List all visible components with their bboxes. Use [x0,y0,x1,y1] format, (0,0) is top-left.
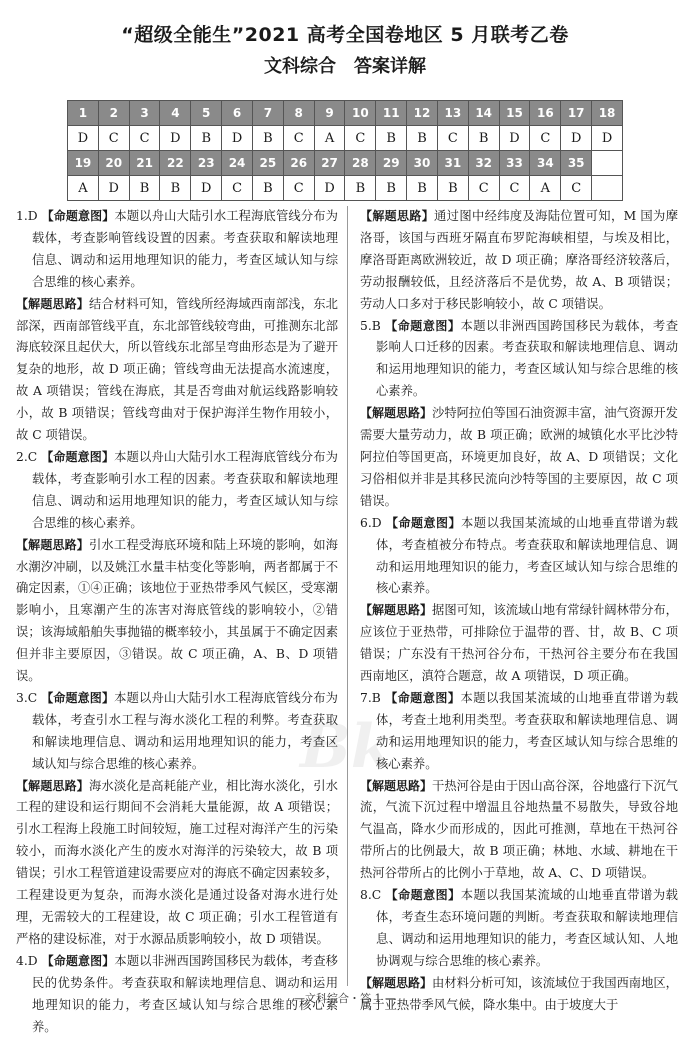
question-7 [360,688,678,776]
solution-text: 结合材料可知，管线所经海域西南部浅，东北部深，西南部管线平直，东北部管线较弯曲，可推测东北部海底较深且起伏大，所以管线东北部呈弯曲形态是为了避开复杂的地形，故 D 项正确；管线弯曲无法提高水流速度，故 A 项错误；管线在海底，其是否弯曲对航运线路影响较小，故 B 项错误；管线弯曲对于保护海洋生物作用较小，故 C 项错误。 [16,296,338,443]
solution-text: 海水淡化是高耗能产业，相比海水淡化，引水工程的建设和运行期间不会消耗大量能源，故 A 项错误；引水工程海上段施工时间较短，施工过程对海洋产生的污染较小，而海水淡化产生的废水对海洋的污染较大，故 B 项错误；引水工程管道建设需要应对的海底不确定因素较多，工程建设更为复杂，而海水淡化是通过设备对海水进行处理，无需较大的工程建设，故 C 项正确；引水工程管道有严格的建设标准，对于水源品质影响较小，故 D 项错误。 [16,778,338,946]
question-number-cell: 32 [468,151,499,176]
answer-cell: B [376,126,407,151]
answer-cell: B [252,176,283,201]
question-number-cell: 35 [561,151,592,176]
question-number-cell: 12 [407,101,438,126]
question-number-cell: 34 [530,151,561,176]
question-number-cell: 18 [592,101,623,126]
answer-cell: D [592,126,623,151]
answer-cell: B [129,176,160,201]
answer-cell: B [252,126,283,151]
table-row [68,126,623,151]
question-number: 4.D [16,953,38,968]
page-title: “超级全能生”2021 高考全国卷地区 5 月联考乙卷 [121,24,569,46]
solution-label: 【解题思路】 [360,975,433,990]
answer-cell: A [68,176,99,201]
answer-cell: D [561,126,592,151]
question-number-cell: 10 [345,101,376,126]
intent-text: 本题以舟山大陆引水工程海底管线分布为载体，考查影响管线设置的因素。考查获取和解读地理信息、调动和运用地理知识的能力，考查区域认知与综合思维的核心素养。 [32,209,338,289]
intent-text: 本题以非洲西国跨国移民为载体，考查移民的优势条件。考查获取和解读地理信息、调动和运用地理知识的能力，考查区域认知与综合思维的核心素养。 [32,953,338,1034]
question-number-cell: 23 [191,151,222,176]
answer-cell: B [407,126,438,151]
answer-cell: C [283,126,314,151]
answer-cell: C [283,176,314,201]
question-number: 2.C [16,449,38,464]
question-number-cell: 19 [68,151,99,176]
question-number-cell: 7 [252,101,283,126]
solution-text: 干热河谷是由于因山高谷深，谷地盛行下沉气流，气流下沉过程中增温且谷地热量不易散失，导致谷地气温高，降水少而形成的，因此可推测，草地在干热河谷带所占的比例最大，故 B 项正确；林地、水域、耕地在干热河谷带所占的比例小于草地，故 A、C、D 项错误。 [360,778,678,881]
solution-text: 引水工程受海底环境和陆上环境的影响，如海水潮汐冲刷，以及姚江水量丰枯变化等影响，两者都属于不确定因素，①④正确；该地位于亚热带季风气候区，受寒潮影响小，且寒潮产生的冻害对海底管线的影响较小，②错误；该海域船舶失事抛锚的概率较小，其虽属于不确定因素但并非主要原因，③错误。故 C 项正确，A、B、D 项错误。 [16,537,338,684]
answer-cell: D [191,176,222,201]
intent-text: 本题以非洲西国跨国移民为载体，考查影响人口迁移的因素。考查获取和解读地理信息、调动和运用地理知识的能力，考查区域认知与综合思维的核心素养。 [376,318,678,399]
answer-cell: B [160,176,191,201]
question-number-cell: 14 [468,101,499,126]
question-1 [16,206,338,294]
answer-cell: C [222,176,253,201]
answer-cell: D [160,126,191,151]
intent-label: 【命题意图】 [385,318,461,333]
solution-3 [16,776,338,951]
question-3 [16,688,338,776]
question-number: 6.D [360,515,382,530]
question-number-cell: 13 [437,101,468,126]
table-row [68,101,623,126]
question-5 [360,316,678,404]
intent-text: 本题以我国某流域的山地垂直带谱为载体，考查生态环境问题的判断。考查获取和解读地理信息、调动和运用地理知识的能力，考查区域认知、人地协调观与综合思维的核心素养。 [376,888,678,968]
table-row [68,151,623,176]
solution-label: 【解题思路】 [360,603,433,618]
answer-cell: B [191,126,222,151]
intent-text: 本题以舟山大陆引水工程海底管线分布为载体，考查引水工程与海水淡化工程的利弊。考查获取和解读地理信息、调动和运用地理知识的能力，考查区域认知与综合思维的核心素养。 [32,690,338,771]
answer-cell: C [499,176,530,201]
intent-label: 【命题意图】 [41,953,115,968]
question-number-cell: 11 [376,101,407,126]
column-divider [347,206,348,986]
solution-2 [16,535,338,688]
question-number: 7.B [360,690,381,705]
question-number-cell: 24 [222,151,253,176]
answer-cell: C [98,126,129,151]
solution-5 [360,403,678,513]
answer-cell: D [222,126,253,151]
watermark-logo: Bk [300,712,393,782]
answer-cell: C [129,126,160,151]
empty-cell [592,151,623,176]
solution-6 [360,600,678,688]
question-number-cell: 17 [561,101,592,126]
question-number-cell: 5 [191,101,222,126]
empty-cell [592,176,623,201]
question-number: 1.D [16,209,38,223]
answer-cell: C [468,176,499,201]
intent-label: 【命题意图】 [385,888,461,903]
question-number-cell: 1 [68,101,99,126]
answer-cell: B [345,176,376,201]
solution-1 [16,294,338,447]
right-column [360,206,678,1017]
answer-cell: B [468,126,499,151]
intent-label: 【命题意图】 [386,515,461,530]
answer-cell: B [437,176,468,201]
solution-text: 通过图中经纬度及海陆位置可知，M 国为摩洛哥，该国与西班牙隔直布罗陀海峡相望，与埃及相比，摩洛哥距离欧洲较近，故 D 项正确；摩洛哥经济较落后，劳动报酬较低，且经济落后不是优势，故 A、B 项错误；劳动人口多对于移民影响较小，故 C 项错误。 [360,209,678,311]
question-8 [360,885,678,973]
question-number-cell: 26 [283,151,314,176]
page-footer: —文科综合・答 1 — [294,992,396,1005]
intent-text: 本题以舟山大陆引水工程海底管线分布为载体，考查影响引水工程的因素。考查获取和解读地理信息、调动和运用地理知识的能力，考查区域认知与综合思维的核心素养。 [32,449,338,530]
solution-label: 【解题思路】 [16,537,89,552]
intent-text: 本题以我国某流域的山地垂直带谱为载体，考查土地利用类型。考查获取和解读地理信息、调动和运用地理知识的能力，考查区域认知与综合思维的核心素养。 [376,690,678,771]
question-6 [360,513,678,601]
answer-cell: C [561,176,592,201]
answer-cell: D [499,126,530,151]
intent-label: 【命题意图】 [41,209,115,223]
intent-label: 【命题意图】 [41,449,115,464]
left-column [16,206,338,1038]
answer-cell: B [407,176,438,201]
question-number-cell: 4 [160,101,191,126]
question-number-cell: 3 [129,101,160,126]
answer-cell: C [345,126,376,151]
question-number-cell: 22 [160,151,191,176]
question-number-cell: 31 [437,151,468,176]
question-number-cell: 29 [376,151,407,176]
answer-cell: D [98,176,129,201]
question-number-cell: 9 [314,101,345,126]
question-number-cell: 16 [530,101,561,126]
question-number-cell: 8 [283,101,314,126]
answer-cell: A [530,176,561,201]
solution-label: 【解题思路】 [16,778,89,793]
page-subtitle: 文科综合 答案详解 [264,56,426,77]
question-number-cell: 15 [499,101,530,126]
intent-label: 【命题意图】 [41,690,115,705]
question-number-cell: 27 [314,151,345,176]
answer-cell: D [314,176,345,201]
question-number-cell: 28 [345,151,376,176]
question-number-cell: 33 [499,151,530,176]
solution-label: 【解题思路】 [360,406,433,421]
intent-text: 本题以我国某流域的山地垂直带谱为载体，考查植被分布特点。考查获取和解读地理信息、调动和运用地理知识的能力，考查区域认知与综合思维的核心素养。 [376,515,678,596]
answer-table [67,100,623,201]
solution-label: 【解题思路】 [360,209,435,223]
solution-7 [360,776,678,886]
question-number-cell: 21 [129,151,160,176]
question-number: 3.C [16,690,38,705]
solution-label: 【解题思路】 [16,296,89,311]
solution-text: 沙特阿拉伯等国石油资源丰富，油气资源开发需要大量劳动力，故 B 项正确；欧洲的城镇化水平比沙特阿拉伯等国更高，环境更加良好，故 A、D 项错误；文化习俗相似并非是其移民流向沙特等国的主要原因，故 C 项错误。 [360,406,678,508]
solution-label: 【解题思路】 [360,778,433,793]
question-number-cell: 25 [252,151,283,176]
answer-cell: D [68,126,99,151]
answer-cell: B [376,176,407,201]
question-number-cell: 6 [222,101,253,126]
intent-label: 【命题意图】 [385,690,461,705]
answer-cell: A [314,126,345,151]
question-number: 8.C [360,888,382,903]
question-2 [16,447,338,535]
question-number-cell: 2 [98,101,129,126]
solution-4 [360,206,678,316]
solution-text: 由材料分析可知，该流域位于我国西南地区，属于亚热带季风气候，降水集中。由于坡度大于 [360,975,678,1012]
answer-cell: C [530,126,561,151]
question-number-cell: 30 [407,151,438,176]
question-number: 5.B [360,318,381,333]
question-number-cell: 20 [98,151,129,176]
answer-cell: C [437,126,468,151]
table-row [68,176,623,201]
solution-text: 据图可知，该流域山地有常绿针阔林带分布，应该位于亚热带，可排除位于温带的晋、甘，故 B、C 项错误；广东没有干热河谷分布，干热河谷主要分布在我国西南地区，滇符合题意，故 A 项错误，D 项正确。 [360,603,678,684]
